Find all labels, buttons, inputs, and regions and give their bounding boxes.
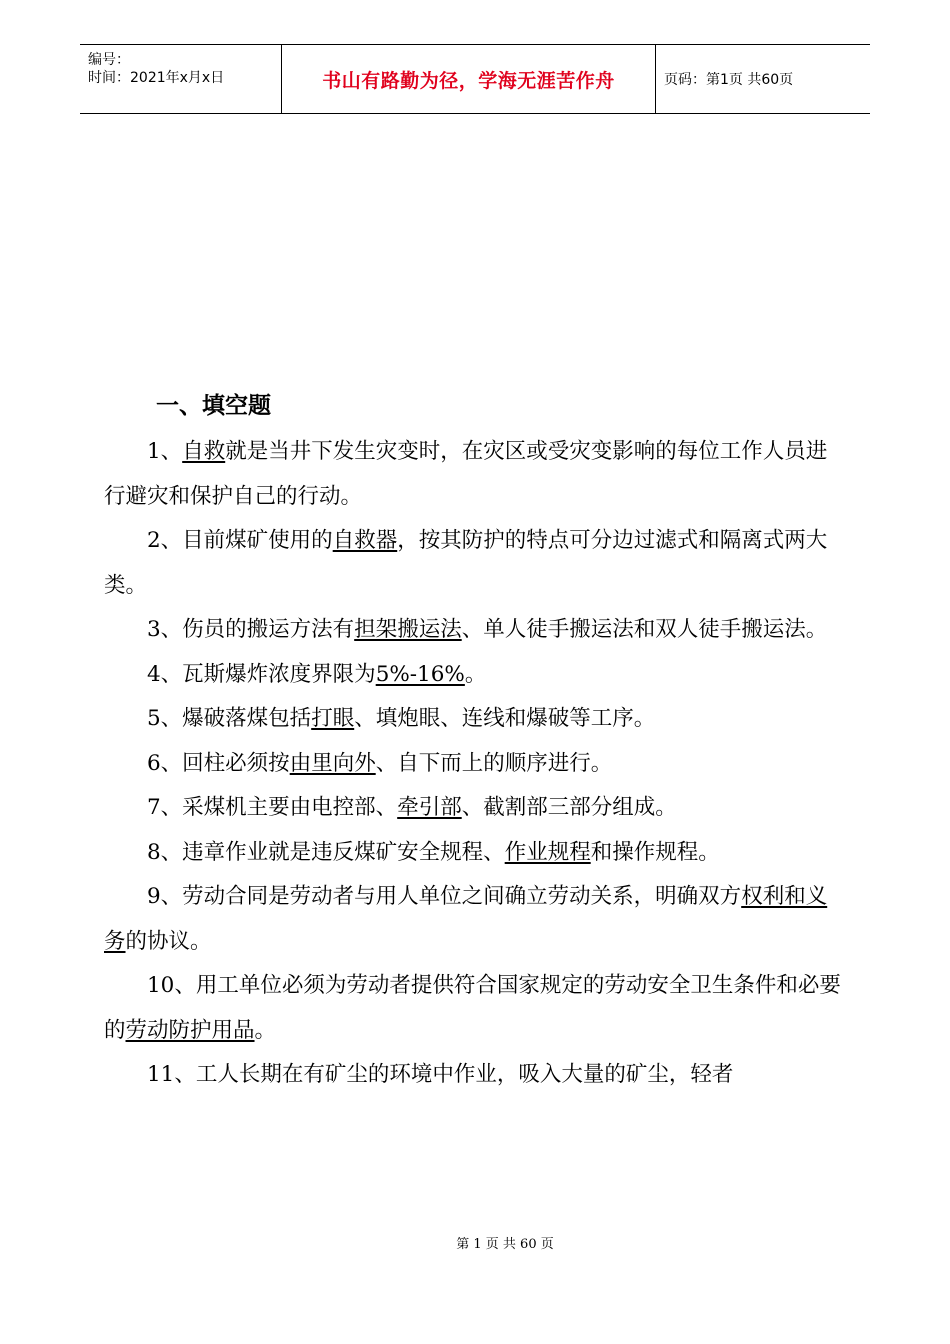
answer-underlined: 5%-16%	[375, 661, 465, 687]
question-item: 2、目前煤矿使用的自救器，按其防护的特点可分边过滤式和隔离式两大类。	[104, 528, 828, 598]
question-list	[104, 430, 848, 1098]
page-footer: 第 1 页 共 60 页	[456, 1237, 554, 1252]
page-header	[80, 44, 870, 114]
header-meta	[80, 45, 282, 113]
question-item: 5、爆破落煤包括打眼、填炮眼、连线和爆破等工序。	[147, 706, 656, 731]
answer-underlined: 权利和义务	[104, 884, 828, 954]
question-item: 7、采煤机主要由电控部、牵引部、截割部三部分组成。	[147, 795, 677, 820]
question-item: 8、违章作业就是违反煤矿安全规程、作业规程和操作规程。	[147, 839, 720, 865]
answer-underlined: 由里向外	[289, 750, 376, 776]
number-label: 编号：	[88, 52, 130, 68]
answer-underlined: 牵引部	[397, 795, 462, 820]
answer-underlined: 担架搬运法	[354, 617, 462, 642]
time-label: 时间：2021年x月x日	[88, 70, 225, 86]
answer-underlined: 劳动防护用品	[125, 1017, 255, 1043]
question-item: 3、伤员的搬运方法有担架搬运法、单人徒手搬运法和双人徒手搬运法。	[147, 617, 828, 642]
question-item: 1、自救就是当井下发生灾变时，在灾区或受灾变影响的每位工作人员进行避灾和保护自己的行动。	[104, 439, 828, 509]
question-item: 4、瓦斯爆炸浓度界限为5%-16%。	[147, 661, 487, 687]
question-item: 9、劳动合同是劳动者与用人单位之间确立劳动关系，明确双方权利和义务的协议。	[104, 884, 828, 954]
header-page-info: 页码：第1页 共60页	[664, 72, 794, 88]
question-item: 10、用工单位必须为劳动者提供符合国家规定的劳动安全卫生条件和必要的劳动防护用品。	[104, 973, 841, 1043]
question-item: 11、工人长期在有矿尘的环境中作业，吸入大量的矿尘，轻者	[147, 1062, 734, 1087]
answer-underlined: 自救器	[332, 528, 398, 553]
question-item: 6、回柱必须按由里向外、自下而上的顺序进行。	[147, 750, 613, 776]
answer-underlined: 作业规程	[504, 839, 591, 865]
header-motto: 书山有路勤为径，学海无涯苦作舟	[282, 45, 656, 113]
answer-underlined: 自救	[182, 439, 226, 464]
answer-underlined: 打眼	[311, 706, 355, 731]
section-title: 一、填空题	[156, 393, 271, 419]
